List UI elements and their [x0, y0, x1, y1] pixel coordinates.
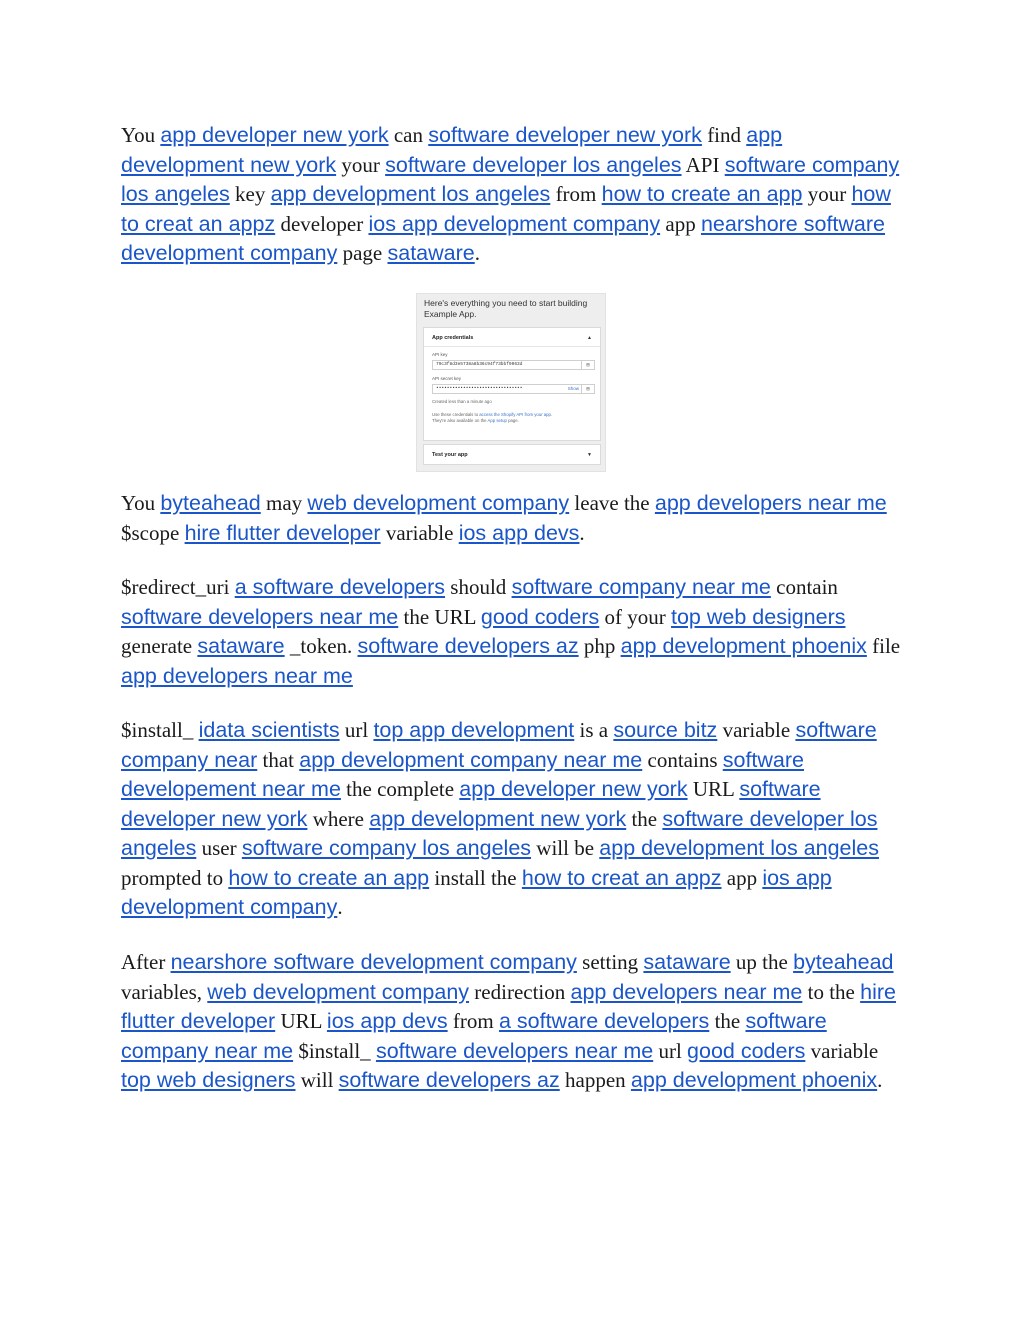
body-text: leave the [569, 491, 655, 515]
body-text: the URL [398, 604, 481, 629]
body-text: that [257, 747, 300, 772]
body-text: from [447, 1009, 499, 1033]
inline-link[interactable]: app developers near me [654, 491, 887, 515]
inline-link[interactable]: software developer los angeles [385, 152, 682, 177]
card-divider [424, 346, 600, 347]
inline-link[interactable]: software developer los angeles [121, 806, 878, 860]
body-text: key [229, 182, 271, 206]
inline-link[interactable]: app developer new york [160, 123, 389, 147]
body-text: setting [576, 950, 644, 974]
inline-link[interactable]: software company near me [511, 575, 771, 599]
app-setup-link[interactable]: App setup [487, 418, 507, 423]
inline-link[interactable]: software company los angeles [241, 836, 532, 860]
setup-prefix: They're also available on the [432, 418, 488, 423]
usage-prefix: Use these credentials to [432, 412, 480, 417]
inline-link[interactable]: how to creat an appz [521, 865, 722, 890]
body-text: up the [730, 950, 794, 974]
body-text: will be [531, 836, 600, 860]
inline-link[interactable]: ios app development company [368, 211, 661, 236]
inline-link[interactable]: app development los angeles [270, 182, 551, 206]
body-text: URL [275, 1009, 327, 1033]
body-text: generate [121, 634, 198, 658]
body-text: from [550, 182, 602, 206]
body-text: your [802, 182, 852, 206]
inline-link[interactable]: software developers near me [375, 1038, 654, 1063]
inline-link[interactable]: hire flutter developer [121, 979, 896, 1033]
body-text: install the [429, 865, 522, 890]
inline-link[interactable]: app development new york [369, 806, 627, 831]
inline-link[interactable]: software developement near me [121, 747, 805, 801]
body-text: your [336, 152, 386, 177]
body-text: $install_ [121, 718, 199, 742]
test-your-app-card[interactable] [423, 444, 601, 465]
body-text: API [681, 152, 725, 177]
body-text: prompted to [121, 865, 229, 890]
inline-link[interactable]: app development phoenix [630, 1068, 878, 1092]
body-text: user [196, 836, 242, 860]
body-text: where [307, 806, 370, 831]
inline-link[interactable]: software company near [121, 718, 877, 772]
body-text: to the [802, 979, 861, 1004]
inline-link[interactable]: a software developers [498, 1009, 710, 1033]
clipboard-icon[interactable]: ▤ [581, 385, 594, 393]
api-key-value: 79c3f8d3e5738a8b36c94f73bbf9063d [436, 362, 523, 367]
body-text: of your [599, 604, 671, 629]
inline-link[interactable]: app development los angeles [599, 836, 879, 860]
inline-link[interactable]: app development company near me [299, 747, 643, 772]
body-text: can [388, 123, 429, 147]
paragraph-3 [121, 573, 911, 691]
inline-link[interactable]: software company los angeles [121, 152, 900, 206]
body-text: contains [642, 747, 723, 772]
body-text: variables, [121, 979, 208, 1004]
body-text: You [121, 123, 161, 147]
body-text: redirection [469, 979, 571, 1004]
caret-up-icon[interactable]: ▲ [587, 335, 592, 341]
body-text: You [121, 491, 161, 515]
inline-link[interactable]: ios app development company [121, 865, 832, 919]
figure-intro-text: Here's everything you need to start building Example App. [424, 298, 588, 319]
inline-link[interactable]: software developers az [338, 1068, 560, 1092]
inline-link[interactable]: top web designers [121, 1068, 296, 1092]
body-text: . [877, 1068, 883, 1092]
body-text: happen [559, 1068, 631, 1092]
inline-link[interactable]: byteahead [793, 950, 894, 974]
paragraph-1 [121, 121, 911, 269]
inline-link[interactable]: hire flutter developer [184, 520, 381, 545]
shopify-api-link[interactable]: access the Shopify API from your app [479, 412, 551, 417]
body-text: $redirect_uri [121, 575, 235, 599]
inline-link[interactable]: good coders [687, 1038, 806, 1063]
body-text: variable [380, 520, 459, 545]
inline-link[interactable]: app developer new york [459, 777, 688, 801]
test-app-title: Test your app [432, 452, 468, 458]
body-text: find [701, 123, 747, 147]
caret-down-icon[interactable]: ▼ [587, 452, 592, 458]
inline-link[interactable]: software developers near me [121, 604, 399, 629]
body-text: php [578, 634, 621, 658]
body-text: url [339, 718, 374, 742]
body-text: file [866, 634, 901, 658]
inline-link[interactable]: how to create an app [601, 182, 803, 206]
api-secret-field[interactable] [432, 384, 595, 394]
credentials-title: App credentials [432, 335, 474, 341]
body-text: the [626, 806, 663, 831]
inline-link[interactable]: software developer new york [121, 777, 821, 831]
setup-suffix: page. [506, 418, 519, 423]
inline-link[interactable]: nearshore software development company [170, 950, 577, 974]
api-secret-label: API secret key [432, 376, 462, 381]
inline-link[interactable]: top app development [373, 718, 575, 742]
inline-link[interactable]: app development phoenix [620, 634, 867, 658]
inline-link[interactable]: web development company [207, 979, 470, 1004]
body-text: $scope [121, 520, 185, 545]
body-text: will [295, 1068, 339, 1092]
inline-link[interactable]: how to create an app [228, 865, 430, 890]
inline-link[interactable]: app developers near me [570, 979, 803, 1004]
body-text: After [121, 950, 171, 974]
inline-link[interactable]: nearshore software development company [121, 211, 885, 265]
body-text: . [474, 241, 480, 265]
inline-link[interactable]: software company near me [121, 1009, 827, 1063]
app-credentials-screenshot [416, 293, 606, 472]
inline-link[interactable]: idata scientists [198, 718, 340, 742]
body-text: the [709, 1009, 746, 1033]
body-text: is a [574, 718, 614, 742]
inline-link[interactable]: app developers near me [121, 663, 353, 688]
body-text: URL [687, 777, 740, 801]
clipboard-icon[interactable]: ▤ [581, 361, 594, 369]
usage-note [432, 412, 597, 424]
inline-link[interactable]: source bitz [613, 718, 718, 742]
inline-link[interactable]: sataware [387, 241, 475, 265]
body-text: . [579, 520, 585, 545]
inline-link[interactable]: ios app devs [458, 520, 580, 545]
body-text: variable [717, 718, 796, 742]
paragraph-2 [121, 489, 911, 548]
inline-link[interactable]: software developer new york [428, 123, 702, 147]
inline-link[interactable]: good coders [480, 604, 600, 629]
paragraph-5 [121, 948, 911, 1096]
inline-link[interactable]: web development company [307, 491, 570, 515]
body-text: may [260, 491, 308, 515]
body-text: url [653, 1038, 688, 1063]
body-text: $install_ [293, 1038, 376, 1063]
inline-link[interactable]: sataware [643, 950, 731, 974]
inline-link[interactable]: software developers az [357, 634, 579, 658]
inline-link[interactable]: how to creat an appz [121, 182, 891, 236]
body-text: contain [770, 575, 838, 599]
api-key-field[interactable] [432, 360, 595, 370]
body-text: app [660, 211, 701, 236]
inline-link[interactable]: a software developers [234, 575, 446, 599]
body-text: should [445, 575, 512, 599]
inline-link[interactable]: top web designers [671, 604, 846, 629]
created-note: Created less than a minute ago [432, 399, 492, 404]
body-text: page [337, 241, 388, 265]
body-text: _token. [284, 634, 358, 658]
usage-suffix: . [550, 412, 553, 417]
inline-link[interactable]: sataware [197, 634, 285, 658]
body-text: variable [805, 1038, 879, 1063]
paragraph-4 [121, 716, 911, 923]
body-text: the complete [340, 777, 460, 801]
api-key-label: API key [432, 352, 448, 357]
inline-link[interactable]: app development new york [121, 123, 783, 177]
inline-link[interactable]: ios app devs [326, 1009, 448, 1033]
body-text: developer [275, 211, 369, 236]
inline-link[interactable]: byteahead [160, 491, 261, 515]
body-text: app [721, 865, 763, 890]
body-text: . [337, 895, 343, 919]
show-secret-button[interactable]: Show [567, 386, 579, 391]
app-credentials-card [423, 327, 601, 441]
api-secret-value: •••••••••••••••••••••••••••••••• [436, 386, 523, 391]
